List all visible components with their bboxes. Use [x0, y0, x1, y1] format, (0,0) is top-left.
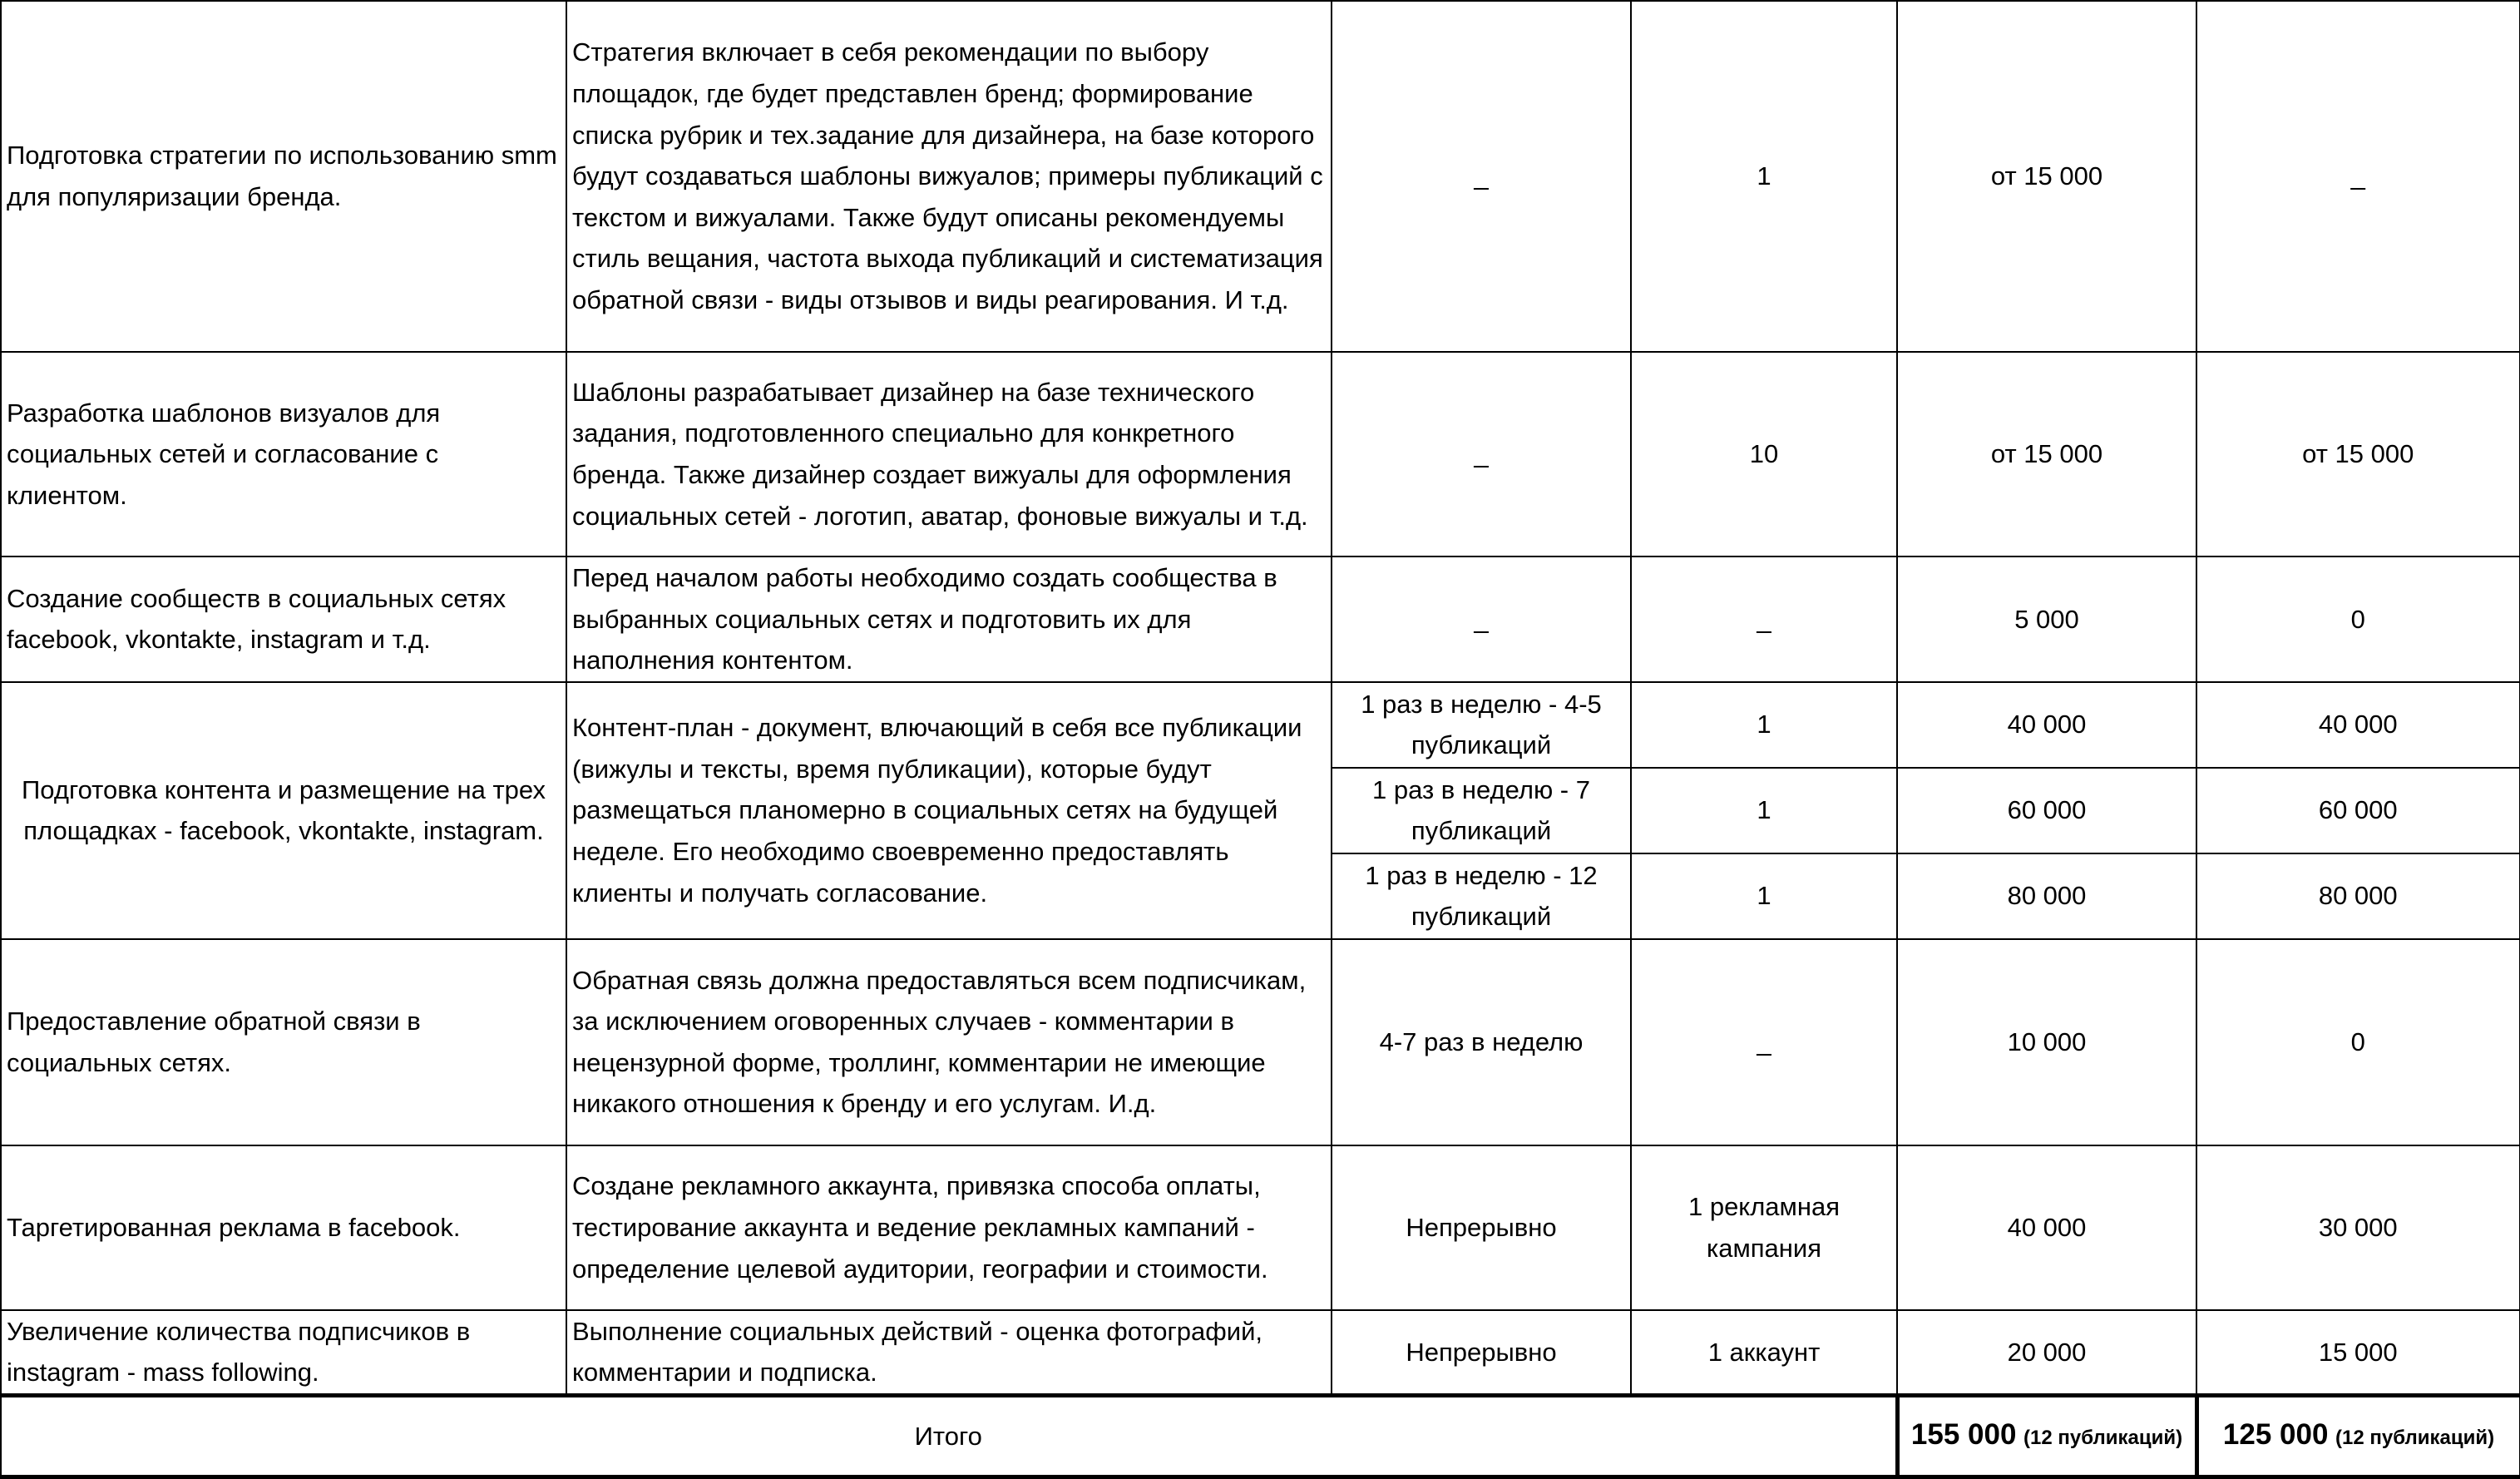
total-sum-b	[2196, 1395, 2520, 1477]
quantity-cell: 10	[1631, 352, 1897, 556]
price-cell: 0	[2196, 556, 2520, 682]
price-cell: 10 000	[1897, 939, 2196, 1145]
total-value: 155 000	[1910, 1417, 2017, 1451]
total-sum-a	[1897, 1395, 2196, 1477]
price-cell: 60 000	[1897, 768, 2196, 853]
service-description: Выполнение социальных действий - оценка фотографий, комментарии и подписка.	[566, 1310, 1332, 1396]
quantity-cell: 1	[1631, 768, 1897, 853]
frequency-cell: Непрерывно	[1332, 1145, 1631, 1310]
table-row	[1, 1310, 2520, 1396]
service-description: Контент-план - документ, влючающий в себя все публикации (вижулы и тексты, время публикации), которые будут размещаться планомерно в социальных сетях на будущей неделе. Его необходимо своевременно предоставлять клиенты и получать согласование.	[566, 682, 1332, 939]
price-cell: 40 000	[1897, 682, 2196, 768]
total-row	[1, 1395, 2520, 1477]
table-row	[1, 1, 2520, 352]
price-cell: 30 000	[2196, 1145, 2520, 1310]
frequency-cell: _	[1332, 352, 1631, 556]
price-cell: 5 000	[1897, 556, 2196, 682]
price-cell: _	[2196, 1, 2520, 352]
total-note: (12 публикаций)	[2023, 1426, 2183, 1449]
table-row	[1, 556, 2520, 682]
service-description: Обратная связь должна предоставляться всем подписчикам, за исключением оговоренных случаев - комментарии в нецензурной форме, троллинг, комментарии не имеющие никакого отношения к бренду и его услугам. И.д.	[566, 939, 1332, 1145]
quantity-cell: _	[1631, 556, 1897, 682]
price-cell: от 15 000	[1897, 1, 2196, 352]
price-cell: 0	[2196, 939, 2520, 1145]
service-name: Предоставление обратной связи в социальных сетях.	[1, 939, 566, 1145]
price-cell: от 15 000	[1897, 352, 2196, 556]
service-name: Подготовка контента и размещение на трех площадках - facebook, vkontakte, instagram.	[1, 682, 566, 939]
quantity-cell: 1	[1631, 682, 1897, 768]
service-name: Таргетированная реклама в facebook.	[1, 1145, 566, 1310]
price-cell: от 15 000	[2196, 352, 2520, 556]
total-note: (12 публикаций)	[2335, 1426, 2495, 1449]
service-name: Подготовка стратегии по использованию smm для популяризации бренда.	[1, 1, 566, 352]
quantity-cell: 1	[1631, 1, 1897, 352]
quantity-cell: _	[1631, 939, 1897, 1145]
total-value: 125 000	[2222, 1417, 2329, 1451]
quantity-cell: 1	[1631, 853, 1897, 939]
table-row	[1, 1145, 2520, 1310]
table-row	[1, 352, 2520, 556]
service-description: Стратегия включает в себя рекомендации по выбору площадок, где будет представлен бренд; формирование списка рубрик и тех.задание для дизайнера, на базе которого будут создаваться шаблоны вижуалов; примеры публикаций с текстом и вижуалами. Также будут описаны рекомендуемы стиль вещания, частота выхода публикаций и систематизация обратной связи - виды отзывов и виды реагирования. И т.д.	[566, 1, 1332, 352]
price-cell: 40 000	[2196, 682, 2520, 768]
frequency-cell: 1 раз в неделю - 12 публикаций	[1332, 853, 1631, 939]
service-description: Перед началом работы необходимо создать сообщества в выбранных социальных сетях и подготовить их для наполнения контентом.	[566, 556, 1332, 682]
frequency-cell: Непрерывно	[1332, 1310, 1631, 1396]
quantity-cell: 1 рекламная кампания	[1631, 1145, 1897, 1310]
service-name: Увеличение количества подписчиков в instagram - mass following.	[1, 1310, 566, 1396]
total-label: Итого	[1, 1395, 1897, 1477]
price-cell: 80 000	[1897, 853, 2196, 939]
frequency-cell: _	[1332, 1, 1631, 352]
service-description: Создане рекламного аккаунта, привязка способа оплаты, тестирование аккаунта и ведение рекламных кампаний - определение целевой аудитории, географии и стоимости.	[566, 1145, 1332, 1310]
table-row	[1, 682, 2520, 768]
quantity-cell: 1 аккаунт	[1631, 1310, 1897, 1396]
service-name: Разработка шаблонов визуалов для социальных сетей и согласование с клиентом.	[1, 352, 566, 556]
price-cell: 60 000	[2196, 768, 2520, 853]
frequency-cell: 1 раз в неделю - 7 публикаций	[1332, 768, 1631, 853]
frequency-cell: 1 раз в неделю - 4-5 публикаций	[1332, 682, 1631, 768]
service-name: Создание сообществ в социальных сетях facebook, vkontakte, instagram и т.д.	[1, 556, 566, 682]
service-description: Шаблоны разрабатывает дизайнер на базе технического задания, подготовленного специально для конкретного бренда. Также дизайнер создает вижуалы для оформления социальных сетей - логотип, аватар, фоновые вижуалы и т.д.	[566, 352, 1332, 556]
frequency-cell: 4-7 раз в неделю	[1332, 939, 1631, 1145]
price-cell: 15 000	[2196, 1310, 2520, 1396]
table-row	[1, 939, 2520, 1145]
frequency-cell: _	[1332, 556, 1631, 682]
price-cell: 40 000	[1897, 1145, 2196, 1310]
price-cell: 20 000	[1897, 1310, 2196, 1396]
price-cell: 80 000	[2196, 853, 2520, 939]
